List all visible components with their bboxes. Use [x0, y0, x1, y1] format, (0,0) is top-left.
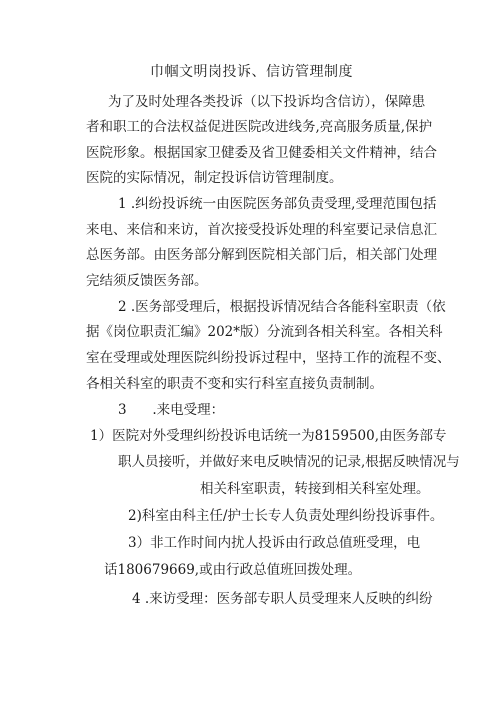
intro-line: 为了及时处理各类投诉（以下投诉均含信访），保障患 [108, 94, 426, 110]
item-1-line: 来电、来信和来访，首次接受投诉处理的科室要记录信息汇 [86, 222, 437, 238]
sub-item-1-line: 相关科室职责，转接到相关科室处理。 [200, 481, 430, 497]
sub-item-1-line: 职人员接听，并做好来电反映情况的记录,根据反映情况与 [118, 454, 460, 470]
item-2-line: 室在受理或处理医院纠纷投诉过程中，坚持工作的流程不变、 [86, 350, 451, 366]
item-1-line: 完结须反馈医务部。 [86, 273, 208, 289]
document-title: 巾帼文明岗投诉、信访管理制度 [150, 64, 353, 80]
sub-item-3-line: 话180679669,或由行政总值班回拨处理。 [104, 562, 362, 578]
item-4-line: 4 .来访受理：医务部专职人员受理来人反映的纠纷 [132, 591, 433, 607]
sub-item-2-line: 2)科室由科主任/护士长专人负责处理纠纷投诉事件。 [128, 508, 444, 524]
item-2-line: 各相关科室的职责不变和实行科室直接负责制制。 [86, 376, 383, 392]
sub-item-1-line: 1）医院对外受理纠纷投诉电话统一为8159500,由医务部专 [90, 428, 447, 444]
item-3-heading: 3 .来电受理： [118, 402, 225, 418]
intro-line: 者和职工的合法权益促进医院改进线务,亮高服务质量,保护 [86, 119, 433, 135]
intro-line: 医院形象。根据国家卫健委及省卫健委相关文件精神，结合 [86, 145, 437, 161]
item-1-line: 总医务部。由医务部分解到医院相关部门后，相关部门处理 [86, 247, 437, 263]
item-2-line: 据《岗位职责汇编》202*版）分流到各相关科室。各相关科 [86, 324, 443, 340]
sub-item-3-line: 3）非工作时间内扰人投诉由行政总值班受理，电 [128, 535, 421, 551]
item-1-line: 1 .纠纷投诉统一由医院医务部负责受理,受理范围包括 [118, 196, 437, 212]
intro-line: 医院的实际情况，制定投诉信访管理制度。 [86, 170, 343, 186]
item-2-line: 2 .医务部受理后，根据投诉情况结合各能科室职责（依 [118, 299, 446, 315]
